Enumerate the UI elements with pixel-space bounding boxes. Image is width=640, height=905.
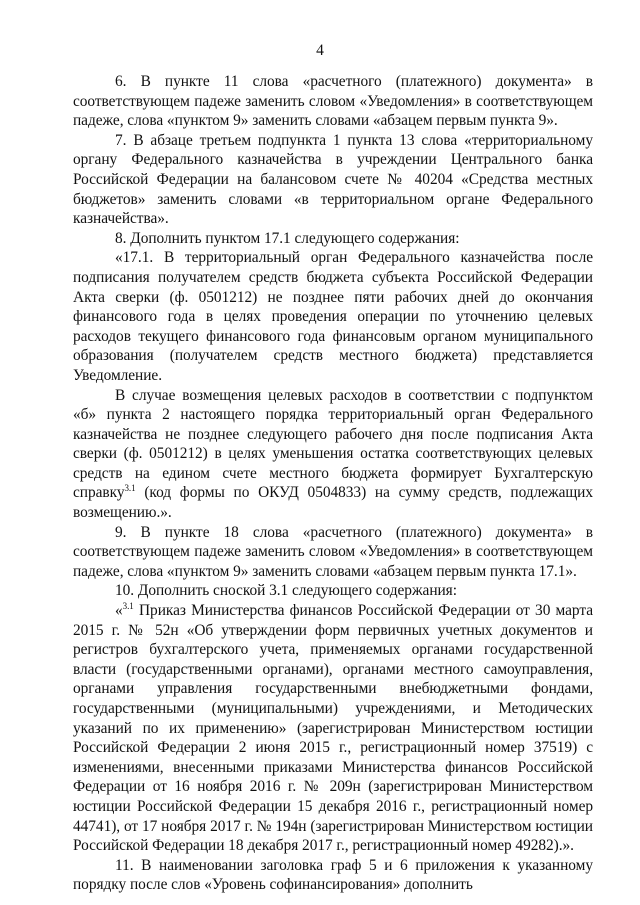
paragraph-item-6: 6. В пункте 11 слова «расчетного (платежного) документа» в соответствующем падеже заменить словом «Уведомления» в соответствующем падеже, слова «пунктом 9» заменить словами «абзацем первым пункта 9». (73, 73, 593, 130)
paragraph-17-1-second-end: (код формы по ОКУД 0504833) на сумму средств, подлежащих возмещению.». (73, 484, 593, 522)
footnote-body: Приказ Министерства финансов Российской Федерации от 30 марта 2015 г. № 52н «Об утверждении форм первичных учетных документов и регистров бухгалтерского учета, применяемых органами государственной власти (государственными органами), органами местного самоуправления, органами управления государственными внебюджетными фондами, государственными (муниципальными) учреждениями, и Методических указаний по их применению» (зарегистрирован Министерством юстиции Российской Федерации 2 июня 2015 г., регистрационный номер 37519) с изменениями, внесенными приказами Министерства финансов Российской Федерации от 16 ноября 2016 г. № 209н (зарегистрирован Министерством юстиции Российской Федерации 15 декабря 2016 г., регистрационный номер 44741), от 17 ноября 2017 г. № 194н (зарегистрирован Министерством юстиции Российской Федерации 18 декабря 2017 г., регистрационный номер 49282).». (73, 602, 593, 855)
paragraph-17-1-second (73, 386, 593, 523)
footnote-mark: 3.1 (122, 601, 134, 612)
paragraph-item-9: 9. В пункте 18 слова «расчетного (платежного) документа» в соответствующем падеже заменить словом «Уведомления» в соответствующем падеже, слова «пунктом 9» заменить словами «абзацем первым пункта 17.1». (73, 523, 593, 580)
paragraph-17-1-second-text: В случае возмещения целевых расходов в соответствии с подпунктом «б» пункта 2 настоящего порядка территориальный орган Федерального казначейства не позднее следующего рабочего дня после подписания Акта сверки (ф. 0501212) в целях уменьшения остатка соответствующих целевых средств на едином счете местного бюджета формирует Бухгалтерскую справку (73, 386, 593, 502)
paragraph-item-8: 8. Дополнить пунктом 17.1 следующего содержания: (115, 229, 460, 247)
paragraph-17-1-first: «17.1. В территориальный орган Федерального казначейства после подписания получателем средств бюджета субъекта Российской Федерации Акта сверки (ф. 0501212) не позднее пяти рабочих дней до окончания финансового года в целях проведения операции по уточнению целевых расходов текущего финансового года финансовым органом муниципального образования (получателем средств местного бюджета) представляется Уведомление. (73, 249, 593, 384)
footnote-open-quote: « (115, 602, 123, 620)
document-body (73, 72, 593, 895)
paragraph-item-11: 11. В наименовании заголовка граф 5 и 6 приложения к указанному порядку после слов «Уровень софинансирования» дополнить (73, 856, 593, 894)
paragraph-item-7: 7. В абзаце третьем подпункта 1 пункта 13 слова «территориальному органу Федерального казначейства в учреждении Центрального банка Российской Федерации на балансовом счете № 40204 «Средства местных бюджетов» заменить словами «в территориальном органе Федерального казначейства». (73, 131, 593, 228)
paragraph-item-10: 10. Дополнить сноской 3.1 следующего содержания: (115, 582, 457, 600)
footnote-text (73, 601, 593, 856)
footnote-ref: 3.1 (124, 483, 136, 494)
page-number: 4 (316, 42, 324, 59)
